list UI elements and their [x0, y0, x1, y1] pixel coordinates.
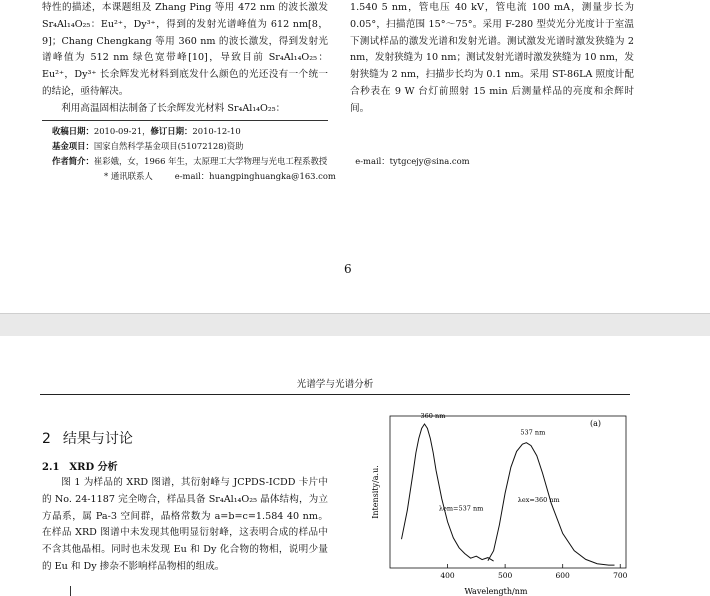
excitation-peak-label: 360 nm: [420, 412, 446, 420]
footnote-author: 作者简介：崔彩娥，女，1966 年生，太原理工大学物理与光电工程系教授 e-mail：tytgcejy@sina.com: [52, 156, 470, 166]
corresponding-email: e-mail：huangpinghuangka@163.com: [174, 171, 336, 181]
spectrum-chart: [368, 412, 632, 596]
journal-header: 光谱学与光谱分析: [296, 379, 374, 390]
section-number: 2: [42, 431, 51, 447]
spectrum-figure: [368, 412, 632, 596]
paragraph-xrd: 图 1 为样品的 XRD 图谱，其衍射峰与 JCPDS-ICDD 卡片中的 No. 24-1187 完全吻合，样品具备 Sr₄Al₁₄O₂₅ 晶体结构，为立方晶系，属 Pa-3 空间群，晶格常数为 a=b=c=1.584 40 nm。在样品 XRD 图谱中未发现其他明显衍射峰，这表明合成的样品中不含其他晶相。同时也未发现 Eu 和 Dy 化合物的物相，说明少量的 Eu 和 Dy 掺杂不影响样品物相的组成。: [42, 477, 328, 572]
x-tick-label: 500: [497, 571, 513, 580]
emission-peak-label: 537 nm: [520, 428, 546, 437]
left-column-text: [42, 0, 328, 118]
author-email: e-mail：tytgcejy@sina.com: [355, 156, 470, 166]
header-rule: [40, 394, 630, 395]
right-column-text: [350, 0, 634, 118]
footnote-corresponding: * 通讯联系人 e-mail：huangpinghuangka@163.com: [104, 171, 336, 181]
footnote-rule: [42, 120, 328, 121]
excitation-series-line: [402, 424, 494, 561]
emission-annotation: λex=360 nm: [517, 495, 560, 504]
subsection-title: 2.1 XRD 分析: [42, 462, 118, 473]
section-title: [42, 428, 133, 448]
paragraph-method: 利用高温固相法制备了长余辉发光材料 Sr₄Al₁₄O₂₅：: [61, 102, 286, 114]
footnote-fund: 基金项目：国家自然科学基金项目(51072128)资助: [52, 141, 244, 151]
panel-label: (a): [590, 419, 602, 428]
section-title-text: 结果与讨论: [62, 431, 133, 447]
excitation-annotation: λem=537 nm: [438, 504, 484, 513]
x-axis-label: Wavelength/nm: [464, 587, 528, 596]
footnote-dates: 收稿日期：2010-09-21，修订日期：2010-12-10: [52, 126, 241, 136]
emission-series-line: [488, 443, 615, 565]
page-number: 6: [344, 262, 352, 276]
plot-frame: [390, 416, 626, 568]
page-separator: [0, 313, 710, 337]
xrd-text-column: [42, 475, 328, 576]
paragraph-intro: 特性的描述，本课题组及 Zhang Ping 等用 472 nm 的波长激发 Sr₄Al₁₄O₂₅：Eu²⁺，Dy³⁺，得到的发射光谱峰值为 612 nm[8，9]；Chang Chengkang 等用 360 nm 的波长激发，得到发射光谱峰值为 512 nm 绿色宽带峰[10]，导致目前 Sr₄Al₁₄O₂₅：Eu²⁺，Dy³⁺ 长余辉发光材料到底发什么颜色的光还没有一个统一的结论，亟待解决。: [42, 2, 328, 97]
x-tick-label: 400: [440, 571, 455, 580]
text-cursor: [70, 586, 71, 596]
x-tick-label: 600: [555, 571, 570, 580]
paragraph-measurement: 1.540 5 nm，管电压 40 kV，管电流 100 mA，测量步长为 0.05°，扫描范围 15°～75°。采用 F-280 型荧光分光度计于室温下测试样品的激发光谱和发射光谱。测试激发光谱时激发狭缝为 2 nm，发射狭缝为 10 nm；测试发射光谱时激发狭缝为 10 nm，发射狭缝为 2 nm，扫描步长均为 0.1 nm。采用 ST-86LA 照度计配合秒表在 9 W 台灯前照射 15 min 后测量样品的亮度和余辉时间。: [350, 2, 634, 114]
y-axis-label: Intensity/a.u.: [371, 465, 380, 519]
x-tick-label: 700: [613, 571, 628, 580]
